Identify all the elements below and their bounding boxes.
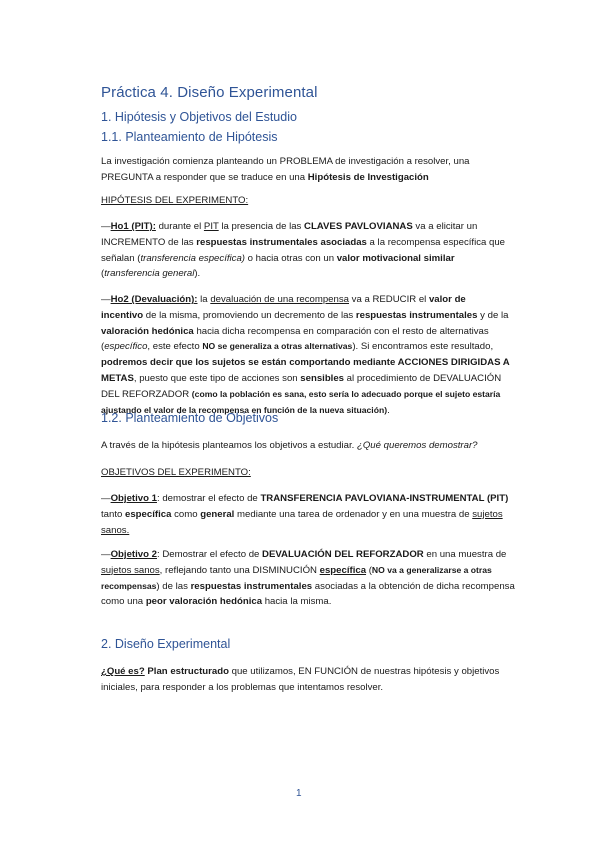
paragraph-line: —Ho2 (Devaluación): la devaluación de una recompensa va a REDUCIR el valor de xyxy=(101,294,466,305)
paragraph-line: recompensas) de las respuestas instrumentales asociadas a la obtención de dicha recompensa xyxy=(101,580,515,592)
paragraph-line: (específico, este efecto NO se generaliza a otras alternativas). Si encontramos este resultado, xyxy=(101,341,494,353)
paragraph-line: ¿Qué es? Plan estructurado que utilizamos, EN FUNCIÓN de nuestras hipótesis y objetivos xyxy=(101,666,500,677)
objectives-label: OBJETIVOS DEL EXPERIMENTO: xyxy=(101,467,251,478)
paragraph-line: —Objetivo 1: demostrar el efecto de TRANSFERENCIA PAVLOVIANA-INSTRUMENTAL (PIT) xyxy=(101,493,509,504)
paragraph-line: sujetos sanos, reflejando tanto una DISMINUCIÓN específica (NO va a generalizarse a otras xyxy=(101,564,492,576)
hypothesis-ho1-paragraph xyxy=(101,219,515,282)
paragraph-line: METAS, puesto que este tipo de acciones son sensibles al procedimiento de DEVALUACIÓN xyxy=(101,372,502,384)
paragraph-line: A través de la hipótesis planteamos los objetivos a estudiar. ¿Qué queremos demostrar? xyxy=(101,440,478,451)
document-title: Práctica 4. Diseño Experimental xyxy=(101,84,318,101)
hypothesis-intro-paragraph xyxy=(101,154,515,186)
section-2-heading: 2. Diseño Experimental xyxy=(101,637,231,651)
paragraph-line: —Ho1 (PIT): durante el PIT la presencia de las CLAVES PAVLOVIANAS va a elicitar un xyxy=(101,221,478,232)
design-paragraph xyxy=(101,664,515,696)
section-1-heading: 1. Hipótesis y Objetivos del Estudio xyxy=(101,110,297,124)
paragraph-line: tanto específica como general mediante una tarea de ordenador y en una muestra de sujetos xyxy=(101,508,503,520)
paragraph-line: ajustando el valor de la recompensa en función de la nueva situación). xyxy=(101,404,390,416)
paragraph-line: señalan (transferencia específica) o hacia otras con un valor motivacional similar xyxy=(101,252,455,264)
objective-1-paragraph xyxy=(101,491,515,538)
paragraph-line: iniciales, para responder a los problemas que intentamos resolver. xyxy=(101,681,384,693)
paragraph-line: (transferencia general). xyxy=(101,268,201,280)
objective-2-paragraph xyxy=(101,547,515,610)
paragraph-line: podremos decir que los sujetos se están comportando mediante ACCIONES DIRIGIDAS A xyxy=(101,357,510,369)
section-1-1-heading: 1.1. Planteamiento de Hipótesis xyxy=(101,130,278,144)
paragraph-line: La investigación comienza planteando un PROBLEMA de investigación a resolver, una xyxy=(101,156,470,167)
page-number: 1 xyxy=(296,788,302,799)
paragraph-line: como una peor valoración hedónica hacia la misma. xyxy=(101,596,332,608)
paragraph-line: PREGUNTA a responder que se traduce en una Hipótesis de Investigación xyxy=(101,171,429,183)
section-1-2-heading: 1.2. Planteamiento de Objetivos xyxy=(101,411,279,425)
paragraph-line: DEL REFORZADOR (como la población es sana, esto sería lo adecuado porque el sujeto estaría xyxy=(101,388,501,400)
objectives-intro-paragraph xyxy=(101,438,515,454)
paragraph-line: sanos. xyxy=(101,524,130,536)
hypothesis-ho2-paragraph xyxy=(101,292,515,418)
paragraph-line: incentivo de la misma, promoviendo un decremento de las respuestas instrumentales y de la xyxy=(101,309,509,321)
paragraph-line: INCREMENTO de las respuestas instrumentales asociadas a la recompensa específica que xyxy=(101,236,506,248)
hypotheses-label: HIPÓTESIS DEL EXPERIMENTO: xyxy=(101,195,249,206)
paragraph-line: valoración hedónica hacia dicha recompensa en comparación con el resto de alternativas xyxy=(101,325,489,337)
paragraph-line: —Objetivo 2: Demostrar el efecto de DEVALUACIÓN DEL REFORZADOR en una muestra de xyxy=(101,549,507,560)
